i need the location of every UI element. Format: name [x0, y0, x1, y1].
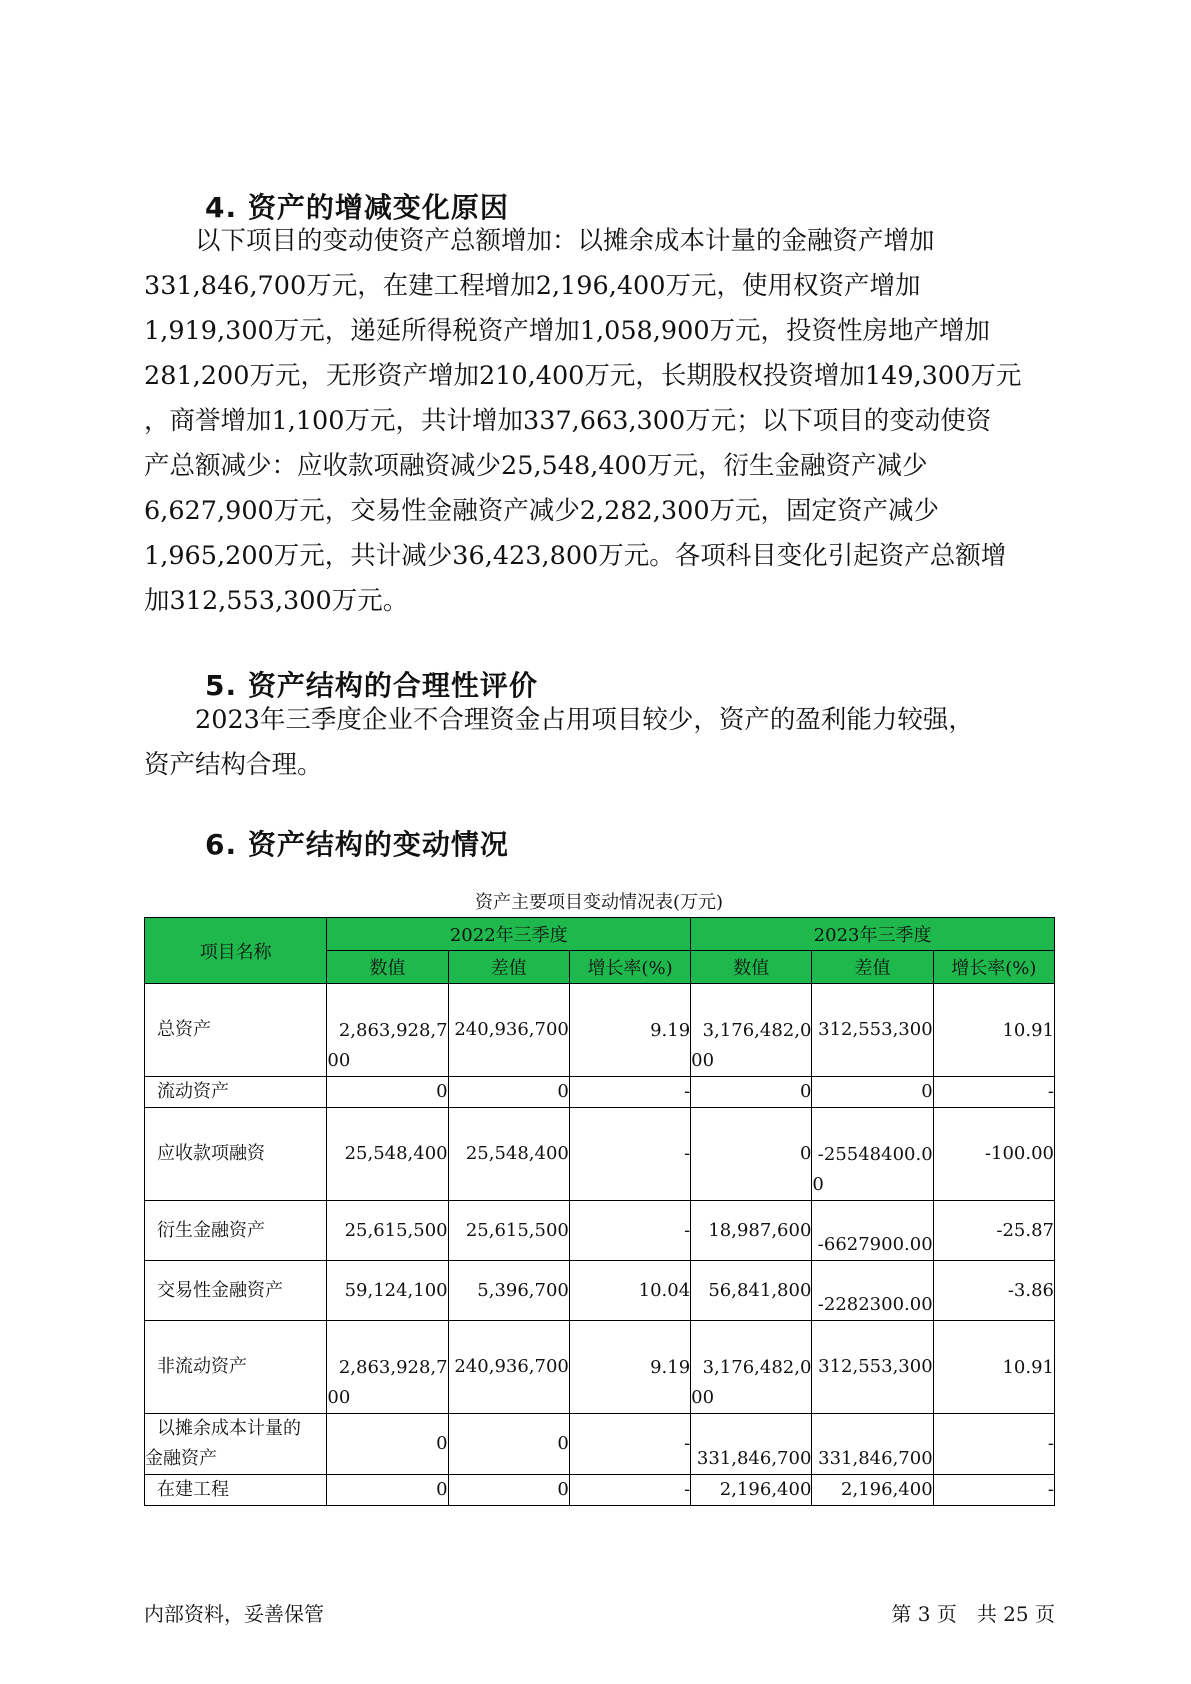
row-value-cell [812, 1261, 933, 1321]
row-value-cell [448, 1475, 569, 1506]
table-row [145, 1261, 1055, 1321]
row-value-line: -100.00 [984, 1143, 1054, 1164]
paragraph-line: 资产结构合理。 [144, 750, 323, 780]
row-value-line: - [684, 1433, 691, 1454]
row-value-line: 00 [327, 1050, 351, 1071]
row-value-cell [933, 1077, 1054, 1108]
row-value-line: 0 [557, 1479, 569, 1500]
table-row [145, 1414, 1055, 1475]
row-value-cell [448, 1077, 569, 1108]
row-value-cell [933, 1414, 1054, 1475]
paragraph-line: 281,200万元，无形资产增加210,400万元，长期股权投资增加149,300万元 [144, 361, 1022, 391]
row-item-name [145, 1077, 327, 1108]
row-value-cell [569, 1201, 690, 1261]
row-value-line: 0 [812, 1174, 824, 1195]
row-value-cell [933, 1261, 1054, 1321]
row-value-line: -25548400.0 [817, 1144, 933, 1165]
table-subheader: 差值 [812, 951, 933, 984]
row-value-line: 3,176,482,0 [702, 1357, 812, 1378]
table-subheader: 增长率(%) [569, 951, 690, 984]
row-item-name [145, 984, 327, 1077]
table-row [145, 1201, 1055, 1261]
row-item-name [145, 1321, 327, 1414]
paragraph-line: 331,846,700万元，在建工程增加2,196,400万元，使用权资产增加 [144, 271, 921, 301]
row-value-cell [327, 1201, 448, 1261]
row-value-cell [569, 1077, 690, 1108]
row-value-cell [569, 1261, 690, 1321]
row-value-cell [933, 1321, 1054, 1414]
row-value-cell [448, 1414, 569, 1475]
row-value-line: - [1047, 1433, 1054, 1454]
table-body [145, 984, 1055, 1506]
row-value-cell [812, 1201, 933, 1261]
paragraph-line: 2023年三季度企业不合理资金占用项目较少，资产的盈利能力较强， [144, 705, 974, 735]
table-header-period: 2022年三季度 [327, 918, 691, 951]
row-value-line: 10.04 [638, 1279, 691, 1301]
row-value-line: - [684, 1219, 691, 1241]
section-4-heading: 4. 资产的增减变化原因 [205, 191, 509, 224]
table-header-period: 2023年三季度 [691, 918, 1055, 951]
row-value-cell [448, 984, 569, 1077]
row-value-line: 9.19 [650, 1357, 691, 1378]
row-value-line: 25,615,500 [344, 1219, 448, 1241]
row-item-name-line: 应收款项融资 [157, 1143, 265, 1164]
footer-confidential-note: 内部资料，妥善保管 [144, 1602, 324, 1626]
row-value-line: 18,987,600 [708, 1219, 812, 1241]
row-value-cell [933, 1475, 1054, 1506]
row-value-line: 240,936,700 [454, 1356, 569, 1377]
row-value-line: 331,846,700 [818, 1448, 933, 1469]
row-value-cell [327, 1321, 448, 1414]
row-value-cell [691, 1475, 812, 1506]
row-value-cell [933, 984, 1054, 1077]
row-value-line: 331,846,700 [696, 1448, 812, 1469]
row-value-cell [812, 1077, 933, 1108]
paragraph-line: 以下项目的变动使资产总额增加：以摊余成本计量的金融资产增加 [144, 226, 935, 256]
row-item-name-line: 衍生金融资产 [157, 1219, 265, 1241]
row-value-line: 0 [557, 1081, 569, 1102]
row-item-name [145, 1201, 327, 1261]
row-value-cell [448, 1108, 569, 1201]
row-value-line: 2,863,928,7 [338, 1357, 448, 1378]
paragraph-line: 6,627,900万元，交易性金融资产减少2,282,300万元，固定资产减少 [144, 496, 940, 526]
paragraph-line: 1,965,200万元，共计减少36,423,800万元。各项科目变化引起资产总额增 [144, 541, 1007, 571]
row-value-line: 0 [799, 1081, 812, 1102]
row-value-line: 312,553,300 [818, 1019, 933, 1040]
row-item-name-line: 流动资产 [157, 1081, 229, 1102]
row-value-cell [691, 1108, 812, 1201]
row-value-line: 10.91 [1002, 1020, 1054, 1041]
row-value-line: 00 [691, 1050, 715, 1071]
row-item-name [145, 1475, 327, 1506]
row-value-line: 5,396,700 [477, 1279, 569, 1301]
row-value-line: 240,936,700 [454, 1019, 569, 1040]
row-value-line: 0 [557, 1433, 569, 1454]
row-item-name-line: 非流动资产 [157, 1356, 247, 1377]
section-4-paragraph [144, 219, 1054, 624]
row-value-cell [569, 1414, 690, 1475]
row-value-cell [327, 1475, 448, 1506]
paragraph-line: ，商誉增加1,100万元，共计增加337,663,300万元；以下项目的变动使资 [144, 406, 992, 436]
row-value-line: 2,196,400 [841, 1479, 933, 1500]
row-value-cell [812, 1321, 933, 1414]
row-value-line: 2,863,928,7 [338, 1020, 448, 1041]
row-item-name [145, 1414, 327, 1475]
row-item-name [145, 1108, 327, 1201]
asset-change-table [144, 917, 1055, 1506]
row-value-line: 0 [436, 1081, 448, 1102]
row-value-line: -25.87 [996, 1219, 1054, 1241]
section-6-heading: 6. 资产结构的变动情况 [205, 828, 509, 861]
row-item-name [145, 1261, 327, 1321]
row-item-name-line: 在建工程 [157, 1479, 229, 1500]
row-value-line: -6627900.00 [817, 1234, 933, 1255]
row-value-cell [448, 1201, 569, 1261]
row-item-name-line: 以摊余成本计量的 [157, 1418, 301, 1439]
row-value-cell [933, 1108, 1054, 1201]
row-value-line: 25,615,500 [465, 1219, 569, 1241]
row-value-line: -3.86 [1007, 1279, 1054, 1301]
paragraph-line: 加312,553,300万元。 [144, 586, 409, 616]
row-value-cell [327, 984, 448, 1077]
row-value-line: 00 [327, 1387, 351, 1408]
row-value-line: 0 [799, 1143, 812, 1164]
table-row [145, 1077, 1055, 1108]
row-value-cell [327, 1077, 448, 1108]
table-subheader: 数值 [327, 951, 448, 984]
section-5-heading: 5. 资产结构的合理性评价 [205, 669, 538, 702]
paragraph-line: 1,919,300万元，递延所得税资产增加1,058,900万元，投资性房地产增加 [144, 316, 991, 346]
row-value-cell [448, 1321, 569, 1414]
row-value-cell [691, 1261, 812, 1321]
row-value-line: 0 [436, 1479, 448, 1500]
row-value-line: - [684, 1081, 691, 1102]
row-value-cell [327, 1414, 448, 1475]
footer-page-number: 第 3 页 共 25 页 [891, 1602, 1055, 1626]
row-value-line: 56,841,800 [708, 1279, 812, 1301]
paragraph-line: 产总额减少：应收款项融资减少25,548,400万元，衍生金融资产减少 [144, 451, 928, 481]
row-value-cell [812, 984, 933, 1077]
row-value-line: 25,548,400 [344, 1143, 448, 1164]
section-5-paragraph [144, 698, 1054, 788]
table-row [145, 984, 1055, 1077]
row-value-cell [812, 1108, 933, 1201]
row-value-cell [933, 1201, 1054, 1261]
row-value-line: - [1047, 1081, 1054, 1102]
table-subheader: 增长率(%) [933, 951, 1054, 984]
row-value-cell [327, 1108, 448, 1201]
row-item-name-line: 交易性金融资产 [157, 1279, 283, 1301]
row-value-cell [812, 1414, 933, 1475]
row-value-cell [448, 1261, 569, 1321]
row-value-line: 00 [691, 1387, 715, 1408]
row-value-line: 0 [921, 1081, 933, 1102]
row-value-line: - [1047, 1479, 1054, 1500]
row-value-line: 3,176,482,0 [702, 1020, 812, 1041]
table-caption: 资产主要项目变动情况表(万元) [474, 892, 724, 913]
table-row [145, 1321, 1055, 1414]
row-value-cell [691, 1201, 812, 1261]
row-value-line: 25,548,400 [465, 1143, 569, 1164]
table-row [145, 1108, 1055, 1201]
row-value-line: 9.19 [650, 1020, 691, 1041]
table-row [145, 1475, 1055, 1506]
row-value-cell [691, 984, 812, 1077]
row-value-cell [691, 1077, 812, 1108]
row-value-cell [569, 1321, 690, 1414]
row-value-cell [569, 1475, 690, 1506]
row-value-line: - [684, 1479, 691, 1500]
row-value-cell [691, 1414, 812, 1475]
table-header-item-name: 项目名称 [145, 918, 327, 984]
table-subheader: 数值 [691, 951, 812, 984]
row-value-cell [569, 984, 690, 1077]
row-value-line: 2,196,400 [719, 1479, 812, 1500]
row-value-line: - [684, 1143, 691, 1164]
row-value-line: -2282300.00 [817, 1294, 933, 1315]
row-value-line: 59,124,100 [344, 1279, 448, 1301]
table-subheader: 差值 [448, 951, 569, 984]
row-item-name-line: 总资产 [157, 1019, 211, 1040]
row-value-cell [691, 1321, 812, 1414]
row-value-line: 0 [436, 1433, 448, 1454]
row-value-line: 312,553,300 [818, 1356, 933, 1377]
row-item-name-line: 金融资产 [145, 1448, 217, 1469]
row-value-cell [812, 1475, 933, 1506]
row-value-line: 10.91 [1002, 1357, 1054, 1378]
row-value-cell [569, 1108, 690, 1201]
row-value-cell [327, 1261, 448, 1321]
